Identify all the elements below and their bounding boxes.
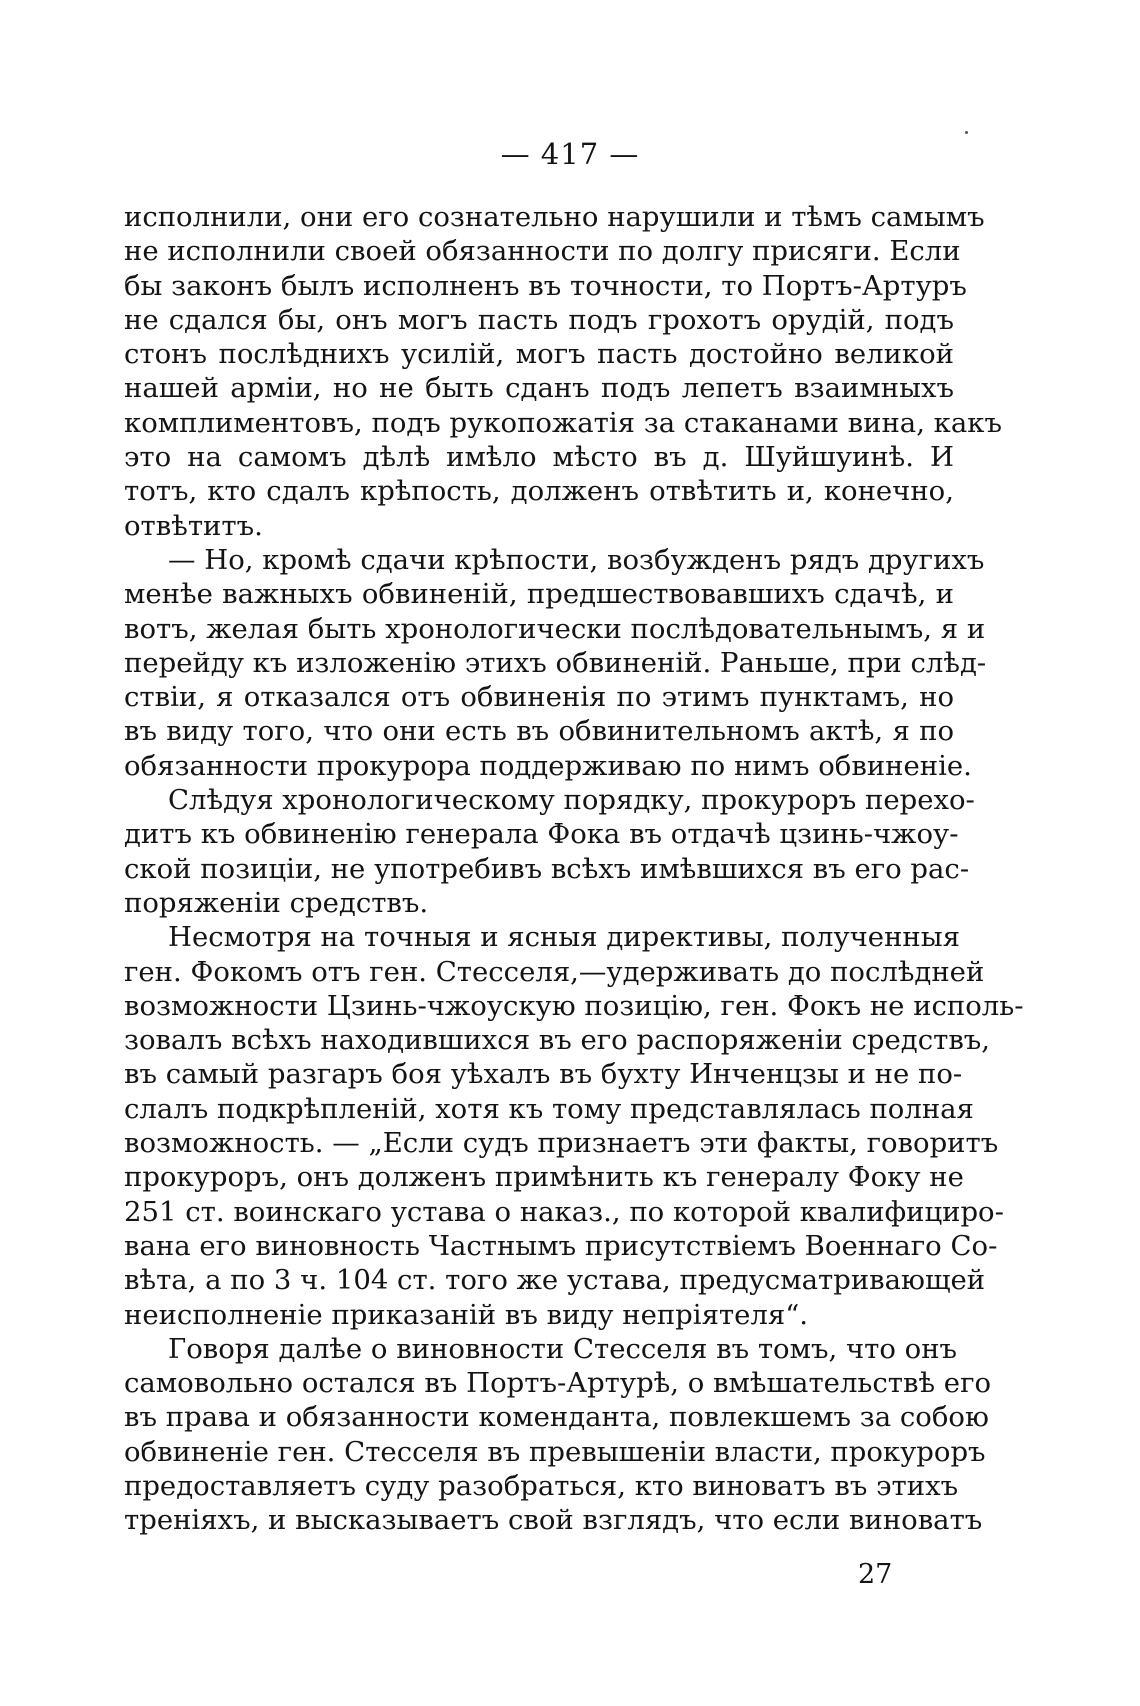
text-line: обвиненіе ген. Стесселя въ превышеніи власти, прокуроръ — [124, 1435, 986, 1468]
text-line: поряженіи средствъ. — [124, 886, 429, 919]
text-line: бы законъ былъ исполненъ въ точности, то Портъ-Артуръ — [124, 269, 967, 302]
text-line: 251 ст. воинскаго устава о наказ., по которой квалифициро- — [124, 1195, 1004, 1228]
text-line: прокуроръ, онъ долженъ примѣнить къ генералу Фоку не — [124, 1161, 964, 1194]
text-line: въ права и обязанности коменданта, повлекшемъ за собою — [124, 1401, 989, 1434]
text-line: въ виду того, что они есть въ обвинительномъ актѣ, я по — [124, 715, 954, 748]
text-line: треніяхъ, и высказываетъ свой взглядъ, что если виноватъ — [124, 1504, 983, 1537]
text-line: это на самомъ дѣлѣ имѣло мѣсто въ д. Шуйшуинѣ. И — [124, 441, 954, 474]
text-line: — Но, кромѣ сдачи крѣпости, возбужденъ рядъ другихъ — [168, 543, 985, 576]
body-text — [124, 200, 1024, 1538]
text-line: неисполненіе приказаній въ виду непріятеля“. — [124, 1298, 809, 1331]
text-line: ген. Фокомъ отъ ген. Стесселя,—удерживать до послѣдней — [124, 955, 985, 988]
text-line: вана его виновность Частнымъ присутствіемъ Военнаго Со- — [124, 1229, 998, 1262]
text-line: въ самый разгаръ боя уѣхалъ въ бухту Инченцзы и не по- — [124, 1058, 963, 1091]
text-line: стонъ послѣднихъ усилій, могъ пасть достойно великой — [124, 338, 954, 371]
text-line: менѣе важныхъ обвиненій, предшествовавшихъ сдачѣ, и — [124, 578, 954, 611]
text-line: не исполнили своей обязанности по долгу присяги. Если — [124, 235, 961, 268]
signature-mark: 27 — [858, 1559, 893, 1590]
text-line: самовольно остался въ Портъ-Артурѣ, о вмѣшательствѣ его — [124, 1367, 992, 1400]
text-line: перейду къ изложенію этихъ обвиненій. Раньше, при слѣд- — [124, 646, 987, 679]
text-line: комплиментовъ, подъ рукопожатія за стаканами вина, какъ — [124, 406, 1002, 439]
text-line: не сдался бы, онъ могъ пасть подъ грохотъ орудій, подъ — [124, 303, 954, 336]
text-line: отвѣтитъ. — [124, 509, 263, 542]
text-line: исполнили, они его сознательно нарушили и тѣмъ самымъ — [124, 201, 985, 233]
text-line: ской позиціи, не употребивъ всѣхъ имѣвшихся въ его рас- — [124, 852, 970, 885]
text-line: возможности Цзинь-чжоускую позицію, ген. Фокъ не исполь- — [124, 989, 1024, 1022]
text-line: слалъ подкрѣпленій, хотя къ тому представлялась полная — [124, 1092, 974, 1125]
text-line: нашей арміи, но не быть сданъ подъ лепетъ взаимныхъ — [124, 372, 954, 405]
text-line: Несмотря на точныя и ясныя директивы, полученныя — [168, 921, 960, 954]
text-line: обязанности прокурора поддерживаю по нимъ обвиненіе. — [124, 749, 972, 782]
text-line: тотъ, кто сдалъ крѣпость, долженъ отвѣтить и, конечно, — [124, 475, 954, 508]
text-line: Слѣдуя хронологическому порядку, прокуроръ перехо- — [168, 784, 975, 817]
page-number: — 417 — — [500, 137, 640, 171]
text-line: вотъ, желая быть хронологически послѣдовательнымъ, я и — [124, 612, 986, 645]
text-line: предоставляетъ суду разобраться, кто виноватъ въ этихъ — [124, 1469, 959, 1502]
text-line: ствіи, я отказался отъ обвиненія по этимъ пунктамъ, но — [124, 681, 954, 714]
scan-speck — [965, 131, 968, 134]
text-line: зовалъ всѣхъ находившихся въ его распоряженіи средствъ, — [124, 1024, 991, 1057]
text-line: дитъ къ обвиненію генерала Фока въ отдачѣ цзинь-чжоу- — [124, 818, 959, 851]
text-line: вѣта, а по 3 ч. 104 ст. того же устава, предусматривающей — [124, 1264, 986, 1297]
text-line: возможность. — „Если судъ признаетъ эти факты, говоритъ — [124, 1127, 999, 1160]
text-line: Говоря далѣе о виновности Стесселя въ томъ, что онъ — [168, 1332, 958, 1365]
